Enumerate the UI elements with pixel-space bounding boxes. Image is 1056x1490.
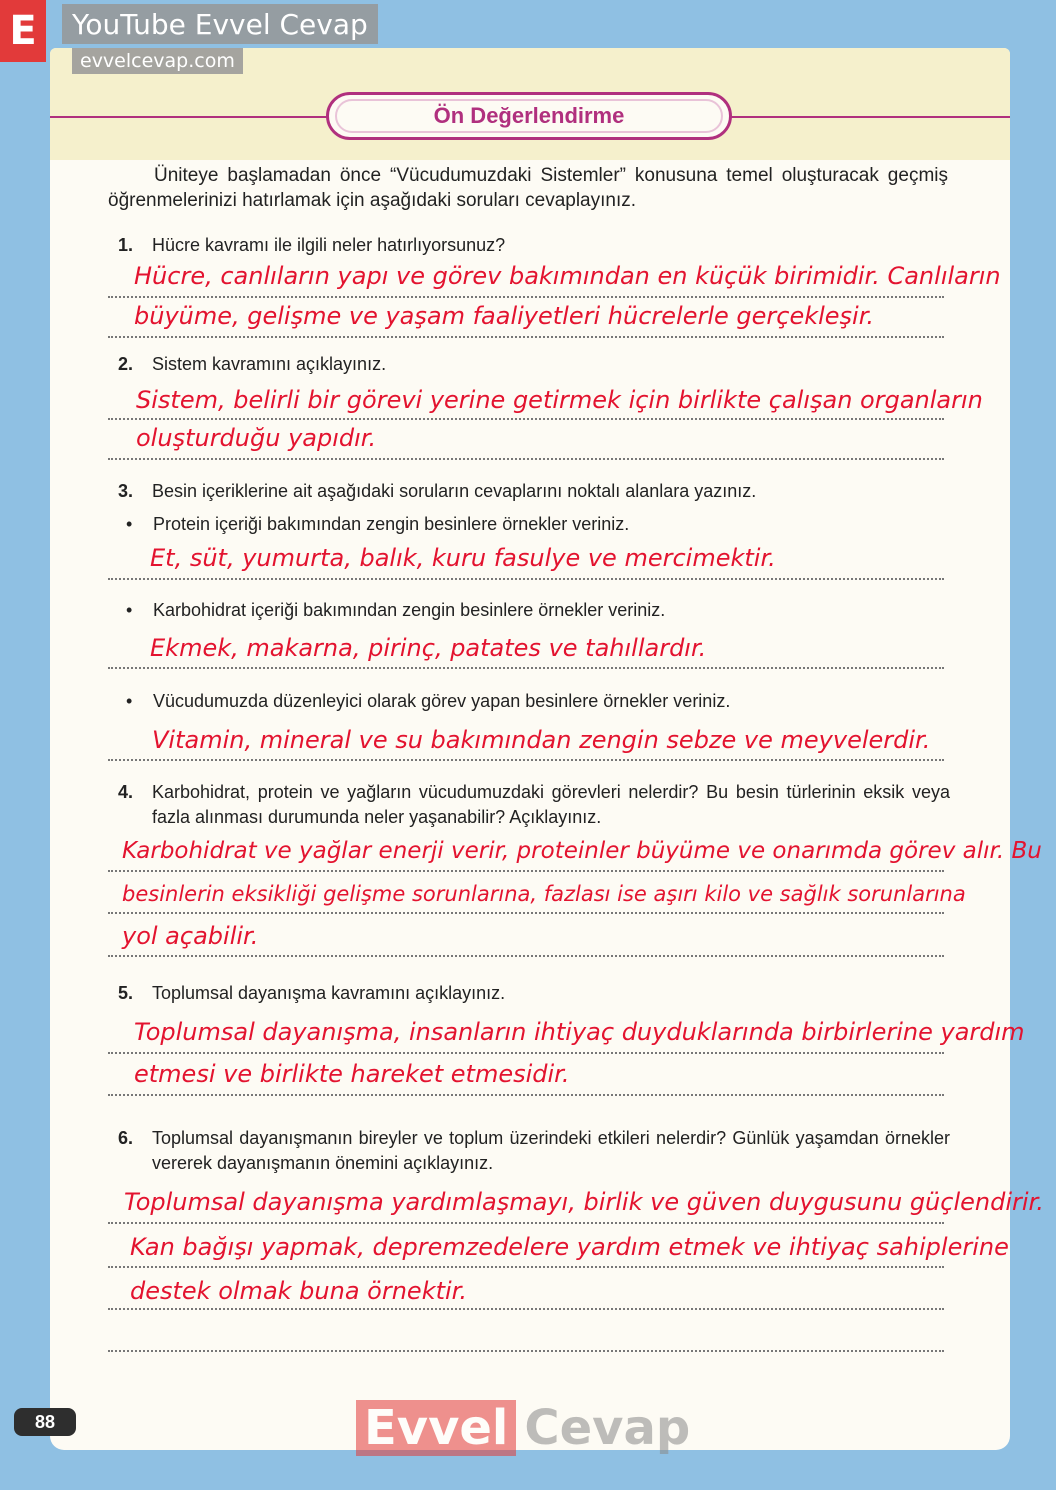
question-number: 6. — [118, 1128, 134, 1148]
question-number: 1. — [118, 235, 134, 255]
answer-line: Et, süt, yumurta, balık, kuru fasulye ve mercimektir. — [150, 544, 776, 572]
answer-line: Vitamin, mineral ve su bakımından zengin sebze ve meyvelerdir. — [152, 726, 931, 754]
page-number: 88 — [14, 1408, 76, 1436]
answer-line: yol açabilir. — [122, 922, 259, 950]
question-6 — [118, 1126, 950, 1176]
answer-line: etmesi ve birlikte hareket etmesidir. — [134, 1060, 570, 1088]
question-2 — [118, 352, 950, 377]
dotted-line — [108, 1222, 944, 1224]
dotted-line — [108, 336, 944, 338]
answer-line: Sistem, belirli bir görevi yerine getirmek için birlikte çalışan organların — [136, 386, 983, 414]
youtube-channel-label[interactable]: YouTube Evvel Cevap — [62, 4, 378, 44]
question-text: Toplumsal dayanışmanın bireyler ve toplum üzerindeki etkileri nelerdir? Günlük yaşamdan örnekler vererek dayanışmanın önemini açıklayınız. — [152, 1128, 950, 1173]
answer-line: Kan bağışı yapmak, depremzedelere yardım etmek ve ihtiyaç sahiplerine — [130, 1233, 1009, 1261]
bullet-item — [126, 689, 946, 713]
question-text: Hücre kavramı ile ilgili neler hatırlıyorsunuz? — [152, 235, 506, 255]
dotted-line — [108, 458, 944, 460]
answer-line: büyüme, gelişme ve yaşam faaliyetleri hücrelerle gerçekleşir. — [134, 302, 875, 330]
answer-line: Toplumsal dayanışma yardımlaşmayı, birlik ve güven duygusunu güçlendirir. — [124, 1188, 1044, 1216]
dotted-line — [108, 1052, 944, 1054]
answer-line: Karbohidrat ve yağlar enerji verir, proteinler büyüme ve onarımda görev alır. Bu — [122, 838, 1042, 864]
dotted-line — [108, 418, 944, 420]
bullet-text: Vücudumuzda düzenleyici olarak görev yapan besinlere örnekler veriniz. — [153, 691, 731, 711]
answer-line: Ekmek, makarna, pirinç, patates ve tahıllardır. — [150, 634, 707, 662]
watermark-logo — [356, 1396, 690, 1460]
question-number: 2. — [118, 354, 134, 374]
question-1 — [118, 233, 950, 258]
watermark-part-1: Evvel — [356, 1400, 516, 1456]
bullet-item — [126, 512, 946, 536]
dotted-line — [108, 1266, 944, 1268]
question-number: 5. — [118, 983, 134, 1003]
question-5 — [118, 981, 950, 1006]
dotted-line — [108, 955, 944, 957]
question-text: Besin içeriklerine ait aşağıdaki soruların cevaplarını noktalı alanlara yazınız. — [152, 481, 757, 501]
question-text: Toplumsal dayanışma kavramını açıklayınız. — [152, 983, 506, 1003]
bullet-dot: • — [126, 691, 133, 711]
title-pill — [326, 92, 732, 140]
answer-line: besinlerin eksikliği gelişme sorunlarına, fazlası ise aşırı kilo ve sağlık sorunlarına — [122, 882, 966, 906]
dotted-line — [108, 759, 944, 761]
bullet-dot: • — [126, 600, 133, 620]
answer-line: Toplumsal dayanışma, insanların ihtiyaç duyduklarında birbirlerine yardım — [134, 1018, 1025, 1046]
answer-line: oluşturduğu yapıdır. — [136, 424, 377, 452]
intro-paragraph: Üniteye başlamadan önce “Vücudumuzdaki Sistemler” konusuna temel oluşturacak geçmiş öğrenmelerinizi hatırlamak için aşağıdaki soruları cevaplayınız. — [108, 165, 948, 211]
dotted-line — [108, 912, 944, 914]
question-3 — [118, 479, 950, 504]
dotted-line — [108, 1350, 944, 1352]
watermark-part-2: Cevap — [524, 1400, 691, 1456]
dotted-line — [108, 667, 944, 669]
dotted-line — [108, 1308, 944, 1310]
bullet-text: Karbohidrat içeriği bakımından zengin besinlere örnekler veriniz. — [153, 600, 666, 620]
brand-logo-letter: E — [0, 0, 46, 62]
question-text: Sistem kavramını açıklayınız. — [152, 354, 387, 374]
question-number: 4. — [118, 782, 134, 802]
bullet-dot: • — [126, 514, 133, 534]
page-title: Ön Değerlendirme — [433, 103, 625, 128]
question-number: 3. — [118, 481, 134, 501]
answer-line: Hücre, canlıların yapı ve görev bakımından en küçük birimidir. Canlıların — [134, 262, 1001, 290]
site-url-label[interactable]: evvelcevap.com — [72, 48, 243, 74]
question-text: Karbohidrat, protein ve yağların vücudumuzdaki görevleri nelerdir? Bu besin türlerinin eksik veya fazla alınması durumunda neler yaşanabilir? Açıklayınız. — [152, 782, 950, 827]
bullet-text: Protein içeriği bakımından zengin besinlere örnekler veriniz. — [153, 514, 630, 534]
dotted-line — [108, 296, 944, 298]
dotted-line — [108, 1094, 944, 1096]
answer-line: destek olmak buna örnektir. — [130, 1277, 467, 1305]
dotted-line — [108, 870, 944, 872]
dotted-line — [108, 578, 944, 580]
bullet-item — [126, 598, 946, 622]
question-4 — [118, 780, 950, 830]
